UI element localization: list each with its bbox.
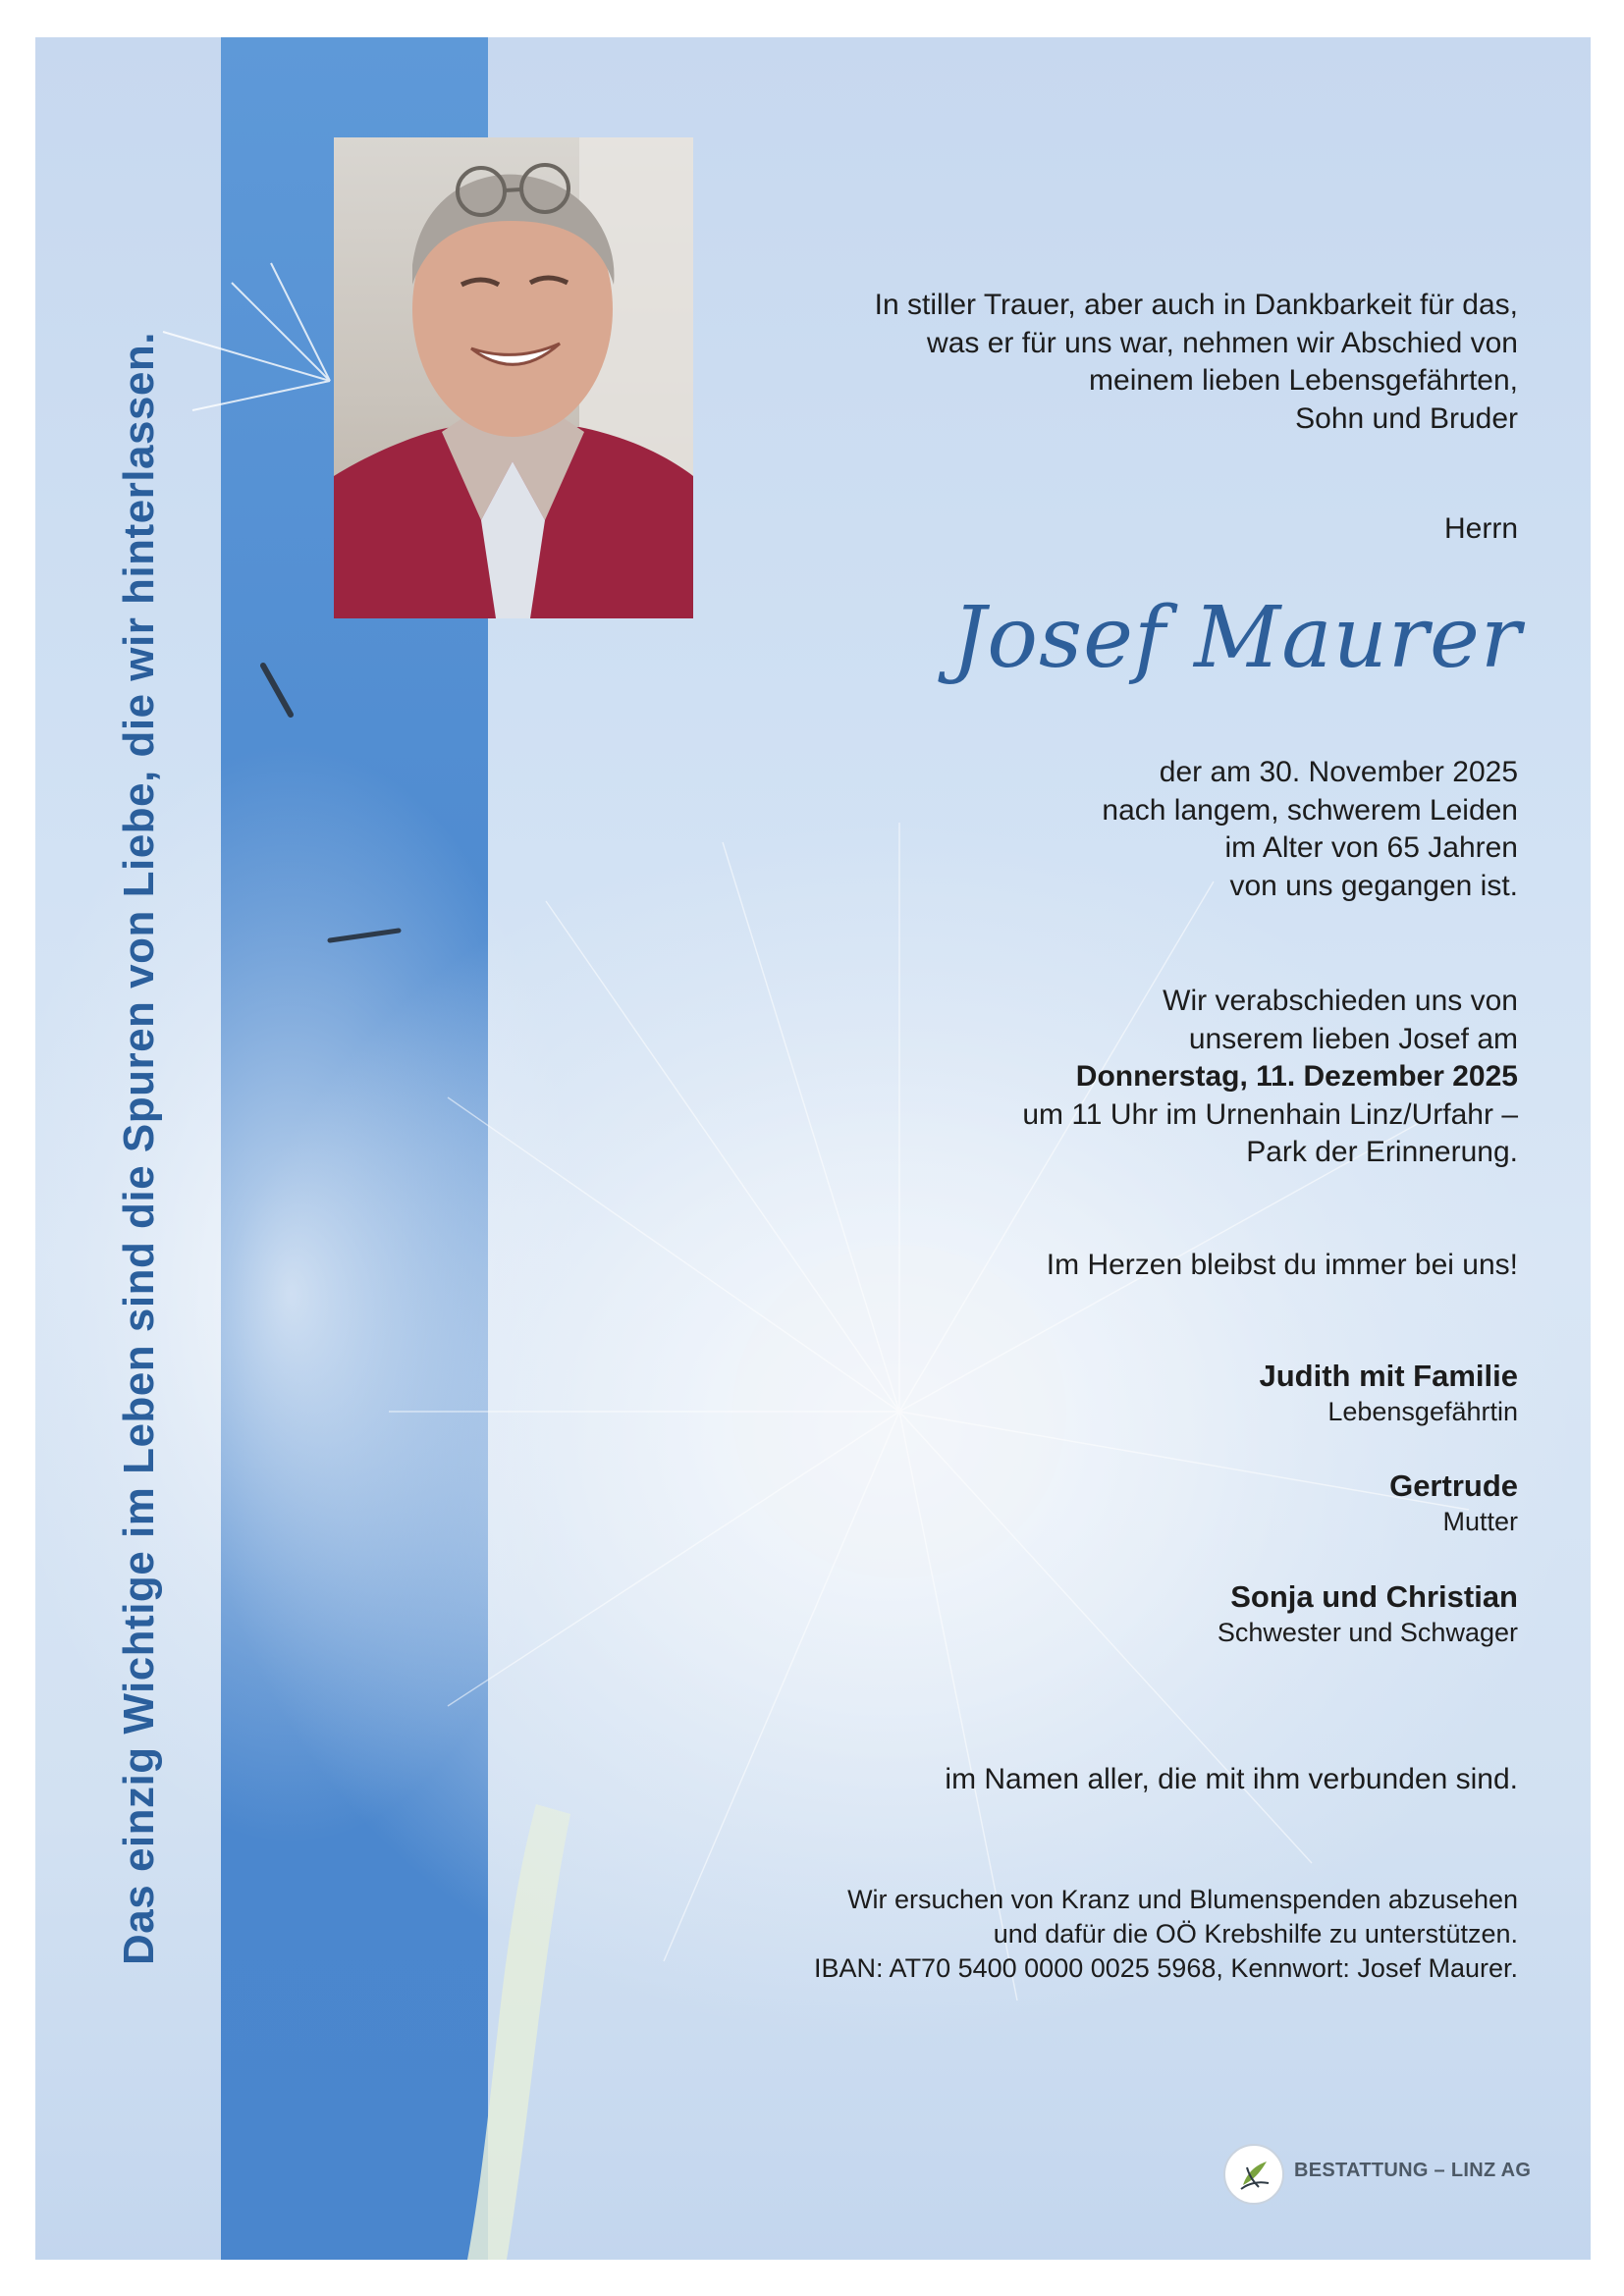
mourner-name: Sonja und Christian [1230,1579,1518,1614]
mourner-name: Gertrude [1389,1468,1518,1503]
mourner-entry [1259,1358,1518,1428]
intro-line: meinem lieben Lebensgefährten, [1089,364,1518,397]
mourner-role: Lebensgefährtin [1327,1397,1518,1426]
salutation: Herrn [1443,512,1518,545]
intro-paragraph [875,287,1518,438]
salutation-block [1444,510,1518,549]
behalf-block [945,1761,1518,1799]
farewell-line: Wir verabschieden uns von [1163,985,1518,1017]
mourner-role: Mutter [1442,1507,1518,1536]
funeral-home-logo [1223,2144,1532,2203]
funeral-date: Donnerstag, 11. Dezember 2025 [1075,1060,1518,1093]
heart-line-block [1047,1247,1518,1285]
donation-line: Wir ersuchen von Kranz und Blumenspenden abzusehen [847,1885,1518,1914]
mourner-entry [1218,1578,1518,1649]
portrait-photo [334,137,693,618]
death-paragraph [1102,754,1518,905]
intro-line: was er für uns war, nehmen wir Abschied von [927,326,1518,359]
farewell-line: Park der Erinnerung. [1246,1136,1518,1168]
obituary-card [35,37,1591,2260]
farewell-line: um 11 Uhr im Urnenhain Linz/Urfahr – [1022,1097,1518,1131]
donation-paragraph [814,1883,1518,1986]
donation-line: IBAN: AT70 5400 0000 0025 5968, Kennwort: Josef Maurer. [814,1953,1518,1983]
deceased-name: Josef Maurer [951,589,1522,687]
death-line: von uns gegangen ist. [1229,869,1518,902]
intro-line: Sohn und Bruder [1295,401,1518,435]
death-line: im Alter von 65 Jahren [1224,831,1518,864]
intro-line: In stiller Trauer, aber auch in Dankbarkeit für das, [874,289,1518,321]
logo-leaf-icon [1223,2144,1284,2205]
logo-text: BESTATTUNG – LINZ AG [1294,2160,1532,2181]
heart-line: Im Herzen bleibst du immer bei uns! [1046,1249,1518,1281]
side-quote: Das einzig Wichtige im Leben sind die Spuren von Liebe, die wir hinterlassen. [115,332,163,1965]
mourner-role: Schwester und Schwager [1217,1618,1518,1647]
farewell-line: unserem lieben Josef am [1188,1022,1518,1055]
mourner-entry [1389,1468,1518,1538]
behalf-line: im Namen aller, die mit ihm verbunden sind. [945,1763,1518,1795]
death-line: der am 30. November 2025 [1159,756,1518,788]
donation-line: und dafür die OÖ Krebshilfe zu unterstützen. [993,1919,1518,1949]
mourner-name: Judith mit Familie [1259,1359,1518,1393]
death-line: nach langem, schwerem Leiden [1102,793,1518,827]
farewell-paragraph [1022,983,1518,1172]
